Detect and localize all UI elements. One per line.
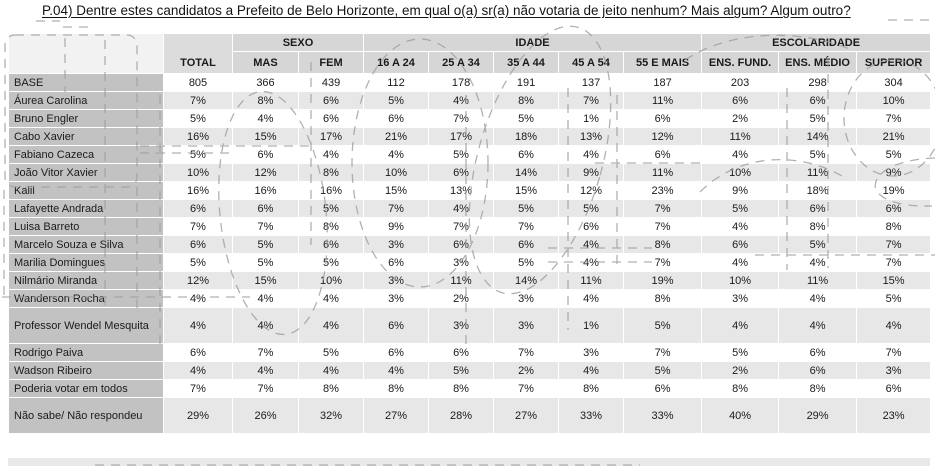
column-header-ens-medio: ENS. MÉDIO (779, 52, 857, 74)
cell-value: 6% (624, 380, 702, 398)
cell-value: 10% (702, 272, 779, 290)
row-label: Não sabe/ Não respondeu (9, 398, 164, 434)
cell-value: 8% (624, 290, 702, 308)
cell-value: 6% (779, 200, 857, 218)
table-row (9, 236, 931, 254)
cell-value: 366 (233, 74, 299, 92)
cell-value: 33% (559, 398, 624, 434)
cell-value: 16% (164, 128, 233, 146)
cell-value: 7% (857, 236, 931, 254)
cell-value: 40% (702, 398, 779, 434)
cell-value: 15% (857, 272, 931, 290)
cell-value: 6% (299, 236, 364, 254)
cell-value: 8% (364, 380, 429, 398)
cell-value: 5% (429, 146, 494, 164)
cell-value: 11% (779, 164, 857, 182)
cell-value: 19% (857, 182, 931, 200)
row-label: BASE (9, 74, 164, 92)
cell-value: 4% (559, 254, 624, 272)
cell-value: 3% (364, 236, 429, 254)
cell-value: 4% (299, 290, 364, 308)
cell-value: 15% (233, 128, 299, 146)
row-label: Kalil (9, 182, 164, 200)
cell-value: 5% (233, 236, 299, 254)
cell-value: 5% (233, 254, 299, 272)
cell-value: 8% (559, 380, 624, 398)
cell-value: 12% (559, 182, 624, 200)
column-header-25-34: 25 A 34 (429, 52, 494, 74)
cell-value: 2% (429, 290, 494, 308)
cell-value: 17% (429, 128, 494, 146)
cell-value: 191 (494, 74, 559, 92)
cell-value: 32% (299, 398, 364, 434)
cell-value: 15% (364, 182, 429, 200)
cell-value: 5% (624, 308, 702, 344)
total-column-header: TOTAL (164, 34, 233, 74)
cell-value: 2% (702, 362, 779, 380)
table-row (9, 92, 931, 110)
row-label: Wanderson Rocha (9, 290, 164, 308)
cell-value: 11% (624, 164, 702, 182)
cell-value: 3% (494, 308, 559, 344)
cell-value: 7% (494, 380, 559, 398)
cell-value: 5% (164, 254, 233, 272)
cell-value: 3% (364, 272, 429, 290)
cell-value: 5% (857, 290, 931, 308)
row-label: Poderia votar em todos (9, 380, 164, 398)
cell-value: 3% (559, 344, 624, 362)
cell-value: 4% (429, 92, 494, 110)
cell-value: 19% (624, 272, 702, 290)
cell-value: 7% (857, 110, 931, 128)
cell-value: 11% (779, 272, 857, 290)
cell-value: 14% (494, 164, 559, 182)
cell-value: 7% (494, 218, 559, 236)
row-label: Luisa Barreto (9, 218, 164, 236)
cell-value: 7% (429, 218, 494, 236)
column-header-45-54: 45 A 54 (559, 52, 624, 74)
cell-value: 10% (857, 92, 931, 110)
group-header-escolaridade: ESCOLARIDADE (702, 34, 931, 52)
cell-value: 6% (624, 146, 702, 164)
table-row (9, 218, 931, 236)
column-header-16-24: 16 A 24 (364, 52, 429, 74)
cell-value: 6% (299, 92, 364, 110)
cell-value: 4% (779, 290, 857, 308)
row-label: Lafayette Andrada (9, 200, 164, 218)
cell-value: 3% (429, 254, 494, 272)
cell-value: 10% (702, 164, 779, 182)
cell-value: 8% (299, 218, 364, 236)
cell-value: 6% (364, 254, 429, 272)
table-row (9, 290, 931, 308)
cell-value: 7% (559, 92, 624, 110)
cell-value: 6% (164, 200, 233, 218)
column-header-mas: MAS (233, 52, 299, 74)
cell-value: 13% (559, 128, 624, 146)
cell-value: 17% (299, 128, 364, 146)
cell-value: 112 (364, 74, 429, 92)
cell-value: 4% (559, 290, 624, 308)
cell-value: 6% (364, 110, 429, 128)
cell-value: 1% (559, 308, 624, 344)
cell-value: 1% (559, 110, 624, 128)
cell-value: 5% (429, 362, 494, 380)
cell-value: 7% (233, 218, 299, 236)
cell-value: 5% (494, 200, 559, 218)
row-label: Professor Wendel Mesquita (9, 308, 164, 344)
cell-value: 4% (233, 308, 299, 344)
cell-value: 5% (779, 236, 857, 254)
table-row (9, 308, 931, 344)
row-label: Áurea Carolina (9, 92, 164, 110)
cell-value: 6% (779, 344, 857, 362)
cell-value: 5% (299, 344, 364, 362)
cell-value: 4% (233, 290, 299, 308)
cell-value: 28% (429, 398, 494, 434)
cell-value: 5% (779, 110, 857, 128)
cell-value: 4% (702, 254, 779, 272)
cell-value: 33% (624, 398, 702, 434)
table-row (9, 398, 931, 434)
table-row (9, 380, 931, 398)
cell-value: 137 (559, 74, 624, 92)
cell-value: 7% (233, 380, 299, 398)
cell-value: 4% (299, 362, 364, 380)
cell-value: 4% (559, 146, 624, 164)
table-row (9, 164, 931, 182)
cell-value: 4% (702, 146, 779, 164)
cell-value: 6% (702, 236, 779, 254)
row-label: Marcelo Souza e Silva (9, 236, 164, 254)
cell-value: 15% (494, 182, 559, 200)
cell-value: 5% (494, 254, 559, 272)
cell-value: 3% (857, 362, 931, 380)
cell-value: 6% (233, 146, 299, 164)
cell-value: 7% (624, 254, 702, 272)
cell-value: 3% (702, 290, 779, 308)
cell-value: 5% (702, 344, 779, 362)
cell-value: 5% (299, 254, 364, 272)
cell-value: 8% (299, 164, 364, 182)
cell-value: 11% (429, 272, 494, 290)
cell-value: 4% (364, 362, 429, 380)
cell-value: 7% (364, 200, 429, 218)
cell-value: 9% (559, 164, 624, 182)
cell-value: 5% (494, 110, 559, 128)
row-label: Nilmário Miranda (9, 272, 164, 290)
table-row (9, 128, 931, 146)
cell-value: 27% (364, 398, 429, 434)
cell-value: 12% (624, 128, 702, 146)
cell-value: 29% (164, 398, 233, 434)
cell-value: 4% (164, 362, 233, 380)
cell-value: 8% (779, 218, 857, 236)
cell-value: 4% (702, 218, 779, 236)
row-label: João Vitor Xavier (9, 164, 164, 182)
cell-value: 203 (702, 74, 779, 92)
cell-value: 7% (429, 110, 494, 128)
cell-value: 6% (364, 308, 429, 344)
cell-value: 5% (624, 362, 702, 380)
cell-value: 4% (364, 146, 429, 164)
cell-value: 298 (779, 74, 857, 92)
cell-value: 6% (233, 200, 299, 218)
cell-value: 7% (164, 92, 233, 110)
cell-value: 8% (857, 218, 931, 236)
cell-value: 11% (559, 272, 624, 290)
cell-value: 11% (624, 92, 702, 110)
row-label: Rodrigo Paiva (9, 344, 164, 362)
cell-value: 4% (233, 110, 299, 128)
cell-value: 3% (429, 308, 494, 344)
cell-value: 4% (779, 308, 857, 344)
cell-value: 6% (857, 200, 931, 218)
cell-value: 7% (624, 200, 702, 218)
cell-value: 6% (779, 362, 857, 380)
column-header-35-44: 35 A 44 (494, 52, 559, 74)
cell-value: 7% (857, 254, 931, 272)
cell-value: 7% (233, 344, 299, 362)
column-header-fem: FEM (299, 52, 364, 74)
cell-value: 4% (779, 254, 857, 272)
cell-value: 7% (164, 218, 233, 236)
row-label: Marilia Domingues (9, 254, 164, 272)
cell-value: 8% (779, 380, 857, 398)
dash-mark-title-left (36, 21, 91, 27)
cell-value: 6% (429, 164, 494, 182)
question-title: P.04) Dentre estes candidatos a Prefeito de Belo Horizonte, em qual o(a) sr(a) não votaria de jeito nenhum? Mais algum? Algum outro? (42, 3, 851, 18)
cell-value: 9% (364, 218, 429, 236)
cell-value: 6% (624, 110, 702, 128)
cell-value: 4% (299, 146, 364, 164)
cell-value: 6% (559, 218, 624, 236)
cell-value: 8% (429, 380, 494, 398)
cell-value: 13% (429, 182, 494, 200)
cell-value: 6% (299, 110, 364, 128)
cell-value: 3% (364, 290, 429, 308)
table-row (9, 146, 931, 164)
cell-value: 6% (429, 236, 494, 254)
cell-value: 2% (494, 362, 559, 380)
cell-value: 21% (857, 128, 931, 146)
cell-value: 16% (299, 182, 364, 200)
cell-value: 5% (559, 200, 624, 218)
cell-value: 9% (702, 182, 779, 200)
cell-value: 29% (779, 398, 857, 434)
table-row (9, 272, 931, 290)
cell-value: 14% (779, 128, 857, 146)
group-header-sexo: SEXO (233, 34, 364, 52)
cell-value: 7% (624, 218, 702, 236)
cell-value: 4% (559, 362, 624, 380)
cell-value: 5% (299, 200, 364, 218)
cell-value: 27% (494, 398, 559, 434)
cell-value: 8% (624, 236, 702, 254)
cell-value: 8% (233, 92, 299, 110)
cell-value: 10% (164, 164, 233, 182)
cell-value: 5% (702, 200, 779, 218)
cell-value: 439 (299, 74, 364, 92)
corner-cell (9, 34, 164, 74)
column-header-superior: SUPERIOR (857, 52, 931, 74)
table-row (9, 362, 931, 380)
row-label: Cabo Xavier (9, 128, 164, 146)
cell-value: 6% (164, 236, 233, 254)
cell-value: 16% (164, 182, 233, 200)
table-bottom-strip (8, 458, 930, 466)
base-row (9, 74, 931, 92)
cell-value: 6% (364, 344, 429, 362)
cell-value: 5% (857, 146, 931, 164)
cell-value: 12% (164, 272, 233, 290)
cell-value: 6% (857, 380, 931, 398)
column-header-ens-fund: ENS. FUND. (702, 52, 779, 74)
cell-value: 12% (233, 164, 299, 182)
cell-value: 6% (779, 92, 857, 110)
table-row (9, 110, 931, 128)
cell-value: 4% (559, 236, 624, 254)
cell-value: 11% (702, 128, 779, 146)
cell-value: 4% (857, 308, 931, 344)
cell-value: 8% (494, 92, 559, 110)
cell-value: 15% (233, 272, 299, 290)
cell-value: 6% (494, 146, 559, 164)
cell-value: 5% (164, 110, 233, 128)
cell-value: 178 (429, 74, 494, 92)
group-header-row (9, 34, 931, 52)
cell-value: 10% (299, 272, 364, 290)
cell-value: 805 (164, 74, 233, 92)
cell-value: 7% (857, 344, 931, 362)
cell-value: 9% (857, 164, 931, 182)
cell-value: 5% (164, 146, 233, 164)
row-label: Wadson Ribeiro (9, 362, 164, 380)
column-header-55-mais: 55 E MAIS (624, 52, 702, 74)
cell-value: 23% (624, 182, 702, 200)
cell-value: 6% (164, 344, 233, 362)
cell-value: 8% (702, 380, 779, 398)
cell-value: 26% (233, 398, 299, 434)
cell-value: 14% (494, 272, 559, 290)
cell-value: 8% (299, 380, 364, 398)
cell-value: 18% (779, 182, 857, 200)
cell-value: 4% (164, 290, 233, 308)
cell-value: 10% (364, 164, 429, 182)
cell-value: 187 (624, 74, 702, 92)
table-row (9, 254, 931, 272)
row-label: Bruno Engler (9, 110, 164, 128)
table-row (9, 182, 931, 200)
cell-value: 21% (364, 128, 429, 146)
cell-value: 7% (494, 344, 559, 362)
cell-value: 16% (233, 182, 299, 200)
cell-value: 7% (164, 380, 233, 398)
table-body (9, 74, 931, 434)
cell-value: 4% (233, 362, 299, 380)
cell-value: 3% (494, 290, 559, 308)
crosstab-table (8, 33, 931, 434)
cell-value: 4% (429, 200, 494, 218)
cell-value: 7% (624, 344, 702, 362)
cell-value: 5% (779, 146, 857, 164)
cell-value: 4% (702, 308, 779, 344)
cell-value: 2% (702, 110, 779, 128)
row-label: Fabiano Cazeca (9, 146, 164, 164)
table-row (9, 200, 931, 218)
cell-value: 4% (164, 308, 233, 344)
cell-value: 304 (857, 74, 931, 92)
cell-value: 6% (429, 344, 494, 362)
group-header-idade: IDADE (364, 34, 702, 52)
cell-value: 18% (494, 128, 559, 146)
cell-value: 6% (494, 236, 559, 254)
cell-value: 5% (364, 92, 429, 110)
cell-value: 6% (702, 92, 779, 110)
cell-value: 23% (857, 398, 931, 434)
table-row (9, 344, 931, 362)
cell-value: 4% (299, 308, 364, 344)
